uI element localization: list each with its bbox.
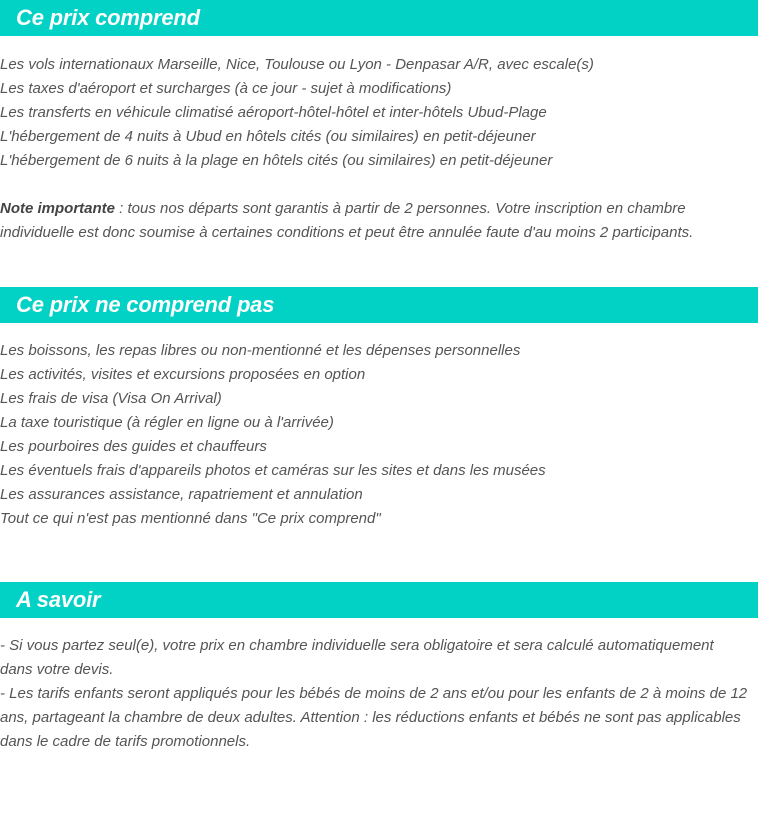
list-item: L'hébergement de 4 nuits à Ubud en hôtels cités (ou similaires) en petit-déjeuner xyxy=(0,128,536,145)
list-item: Les vols internationaux Marseille, Nice, Toulouse ou Lyon - Denpasar A/R, avec escale(s) xyxy=(0,56,594,73)
section-body-not-included xyxy=(0,339,758,531)
list-item: L'hébergement de 6 nuits à la plage en hôtels cités (ou similaires) en petit-déjeuner xyxy=(0,152,553,169)
list-item: Les transferts en véhicule climatisé aéroport-hôtel-hôtel et inter-hôtels Ubud-Plage xyxy=(0,104,547,121)
section-body-good-to-know xyxy=(0,634,758,754)
section-title-included: Ce prix comprend xyxy=(16,5,200,30)
list-item: Les assurances assistance, rapatriement et annulation xyxy=(0,486,363,503)
section-header-good-to-know xyxy=(0,582,758,618)
spacer xyxy=(0,173,750,197)
list-item: Les boissons, les repas libres ou non-mentionné et les dépenses personnelles xyxy=(0,342,521,359)
paragraph: - Si vous partez seul(e), votre prix en chambre individuelle sera obligatoire et sera calculé automatiquement dans votre devis. xyxy=(0,637,714,678)
section-title-good-to-know: A savoir xyxy=(16,587,101,612)
section-header-included xyxy=(0,0,758,36)
list-item: La taxe touristique (à régler en ligne ou à l'arrivée) xyxy=(0,414,334,431)
important-note-text: : tous nos départs sont garantis à partir de 2 personnes. Votre inscription en chambre individuelle est donc soumise à certaines conditions et peut être annulée faute d'au moins 2 participants. xyxy=(0,200,694,241)
list-item: Les pourboires des guides et chauffeurs xyxy=(0,438,267,455)
spacer xyxy=(0,531,758,582)
spacer xyxy=(0,323,758,339)
important-note xyxy=(0,197,750,245)
section-title-not-included: Ce prix ne comprend pas xyxy=(16,292,275,317)
spacer xyxy=(0,36,758,53)
list-item: Les activités, visites et excursions proposées en option xyxy=(0,366,366,383)
list-item: Les taxes d'aéroport et surcharges (à ce jour - sujet à modifications) xyxy=(0,80,452,97)
paragraph: - Les tarifs enfants seront appliqués pour les bébés de moins de 2 ans et/ou pour les enfants de 2 à moins de 12 ans, partageant la chambre de deux adultes. Attention : les réductions enfants et bébés ne sont pas applicables dans le cadre de tarifs promotionnels. xyxy=(0,685,748,750)
section-header-not-included xyxy=(0,287,758,323)
list-item: Les éventuels frais d'appareils photos et caméras sur les sites et dans les musées xyxy=(0,462,546,479)
important-note-label: Note importante xyxy=(0,200,116,217)
section-body-included xyxy=(0,53,758,245)
list-item: Les frais de visa (Visa On Arrival) xyxy=(0,390,222,407)
spacer xyxy=(0,618,758,634)
list-item: Tout ce qui n'est pas mentionné dans "Ce prix comprend" xyxy=(0,510,381,527)
spacer xyxy=(0,245,758,287)
